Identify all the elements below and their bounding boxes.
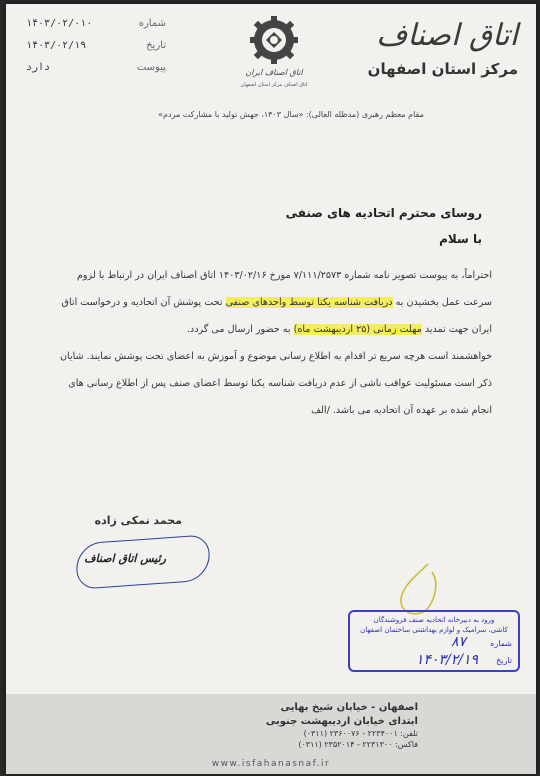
letter-footer [6,694,536,774]
letter-page [6,4,536,774]
addressee-line: روسای محترم اتحادیه های صنفی [285,206,482,220]
stamp-line-1: ورود به دبیرخانه اتحادیه صنف فروشندگان [373,616,495,624]
stamp-line-2: کاشی، سرامیک و لوازم بهداشتی ساختمان اصفهان [360,626,508,634]
number-value: ۱۴۰۳/۰۲/۰۱۰ [26,18,93,29]
logo-subcaption: اتاق اصناف مرکز استان اصفهان [240,82,308,88]
date-label: تاریخ [146,40,166,51]
addressee [286,200,482,252]
highlighted-deadline: مهلت زمانی (۲۵ اردیبهشت ماه) [293,324,422,335]
guild-logo [242,14,306,94]
stamp-number-label: شماره [490,639,512,648]
body-text: تحت پوشش آن اتحادیه و درخواست اتاق ایران جهت تمدید [61,297,492,335]
greeting: با سلام [439,232,482,246]
logo-caption: اتاق اصناف ایران [245,68,303,77]
footer-fax: فاکس: ۲۲۳۱۳۰۰ - ۲۳۵۲۰۱۴ (۰۳۱۱) [298,740,418,749]
received-stamp [348,610,520,672]
signatory-name: محمد نمکی زاده [94,514,182,527]
meta-date-row [26,40,166,62]
body-text: احتراماً، به پیوست تصویر نامه شماره ۷/۱۱۱/۲۵۷۳ مورخ ۱۴۰۳/۰۲/۱۶ اتاق اصناف ایران در ارتباط با لزوم سرعت عمل بخشیدن به [76,270,492,308]
footer-street: اصفهان - خیابان شیخ بهایی [280,702,418,713]
stamp-number-value: ۸۷ [450,634,466,650]
body-text: به حضور ارسال می گردد. [186,324,294,335]
highlighted-text: دریافت شناسه یکتا توسط واحدهای صنفی [225,297,393,308]
body-paragraph-2: خواهشمند است هرچه سریع تر اقدام به اطلاع رسانی موضوع و آموزش به اعضای تحت پوشش نمایند. شایان ذکر است مسئولیت عواقب ناشی از عدم دریافت شناسه یکتا توسط اعضای صنف پس از اطلاع رسانی های انجام شده بر عهده آن اتحادیه می باشد. /الف [59,351,492,416]
leader-motto: مقام معظم رهبری (مدظله العالی): «سال ۱۴۰۳، جهش تولید با مشارکت مردم» [158,110,424,119]
footer-website: www.isfahanasnaf.ir [211,759,331,769]
footer-address [266,702,418,749]
footer-phone: تلفن: ۲۲۳۴۰۰۱ - ۲۳۶۰۰۷۶ (۰۳۱۱) [303,729,418,738]
date-value: ۱۴۰۳/۰۲/۱۹ [26,40,87,51]
signatory-title: رئیس اتاق اصناف [84,552,166,565]
meta-attachment-row [26,62,166,84]
org-header [348,18,518,78]
org-title: اتاق اصناف [376,18,518,53]
letter-meta [26,18,166,84]
stamp-date-label: تاریخ [496,656,512,665]
attachment-label: پیوست [136,62,166,73]
footer-street-2: ابتدای خیابان اردیبهشت جنوبی [265,716,418,727]
org-subtitle: مرکز استان اصفهان [367,60,518,78]
letter-body [52,262,492,424]
attachment-value: دارد [26,62,51,73]
number-label: شماره [138,18,166,29]
body-paragraph-1 [52,262,492,343]
stamp-date-value: ۱۴۰۳/۲/۱۹ [415,652,478,668]
meta-number-row [26,18,166,40]
